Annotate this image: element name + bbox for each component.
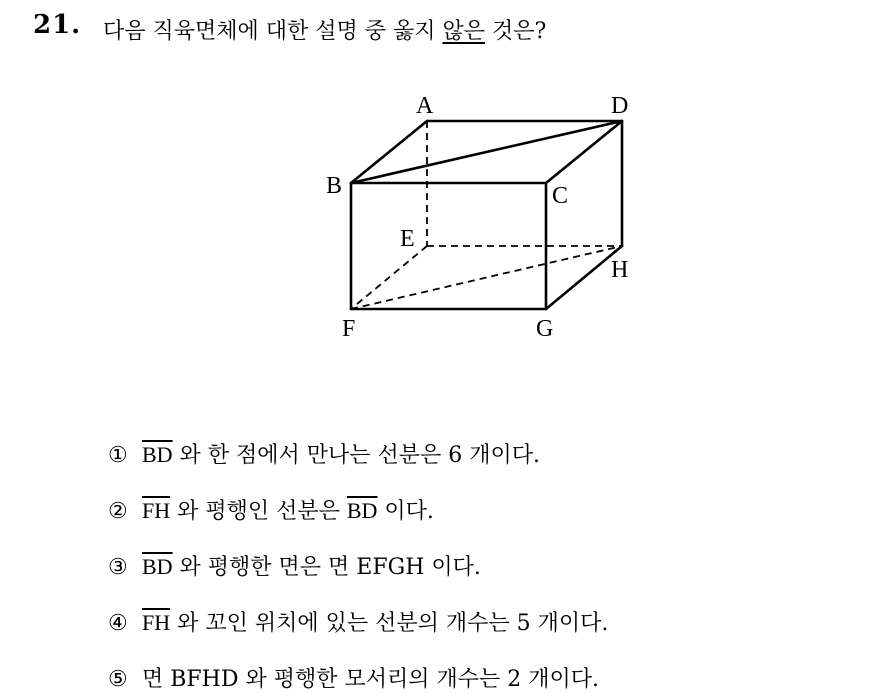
hidden-diagonal-FH [351,246,622,309]
vertex-label-G: G [536,316,554,342]
vertex-label-F: F [342,316,356,342]
choice-mark: ④ [108,611,128,636]
choice-3[interactable] [108,550,481,581]
segment-label: $\overline{FH}$ [142,498,171,523]
choice-text: 와 한 점에서 만나는 선분은 6 개이다. [172,443,541,468]
segment-label: $\overline{FH}$ [142,610,171,635]
choice-text: 면 BFHD 와 평행한 모서리의 개수는 2 개이다. [142,667,599,692]
choice-mark: ② [108,499,128,524]
vertex-label-E: E [400,226,415,252]
segment-label: $\overline{BD}$ [142,442,173,467]
question-text-after: 것은? [485,19,547,44]
choice-mark: ① [108,443,128,468]
choice-5[interactable] [108,662,599,693]
question-number: 21. [33,10,82,40]
choice-2[interactable] [108,494,434,525]
choice-text: 와 평행한 면은 면 EFGH 이다. [172,555,481,580]
vertex-label-H: H [611,257,629,283]
vertex-label-B: B [326,173,343,199]
diagonal-BD [351,121,622,183]
choice-1[interactable] [108,438,540,469]
choice-text: 와 꼬인 위치에 있는 선분의 개수는 5 개이다. [170,611,609,636]
vertex-label-A: A [416,93,434,119]
choice-text-2: 이다. [377,499,434,524]
segment-label: $\overline{BD}$ [142,554,173,579]
question-text-underlined: 않은 [442,19,486,44]
vertex-label-D: D [611,93,629,119]
choice-mark: ⑤ [108,667,128,692]
question-text-before: 다음 직육면체에 대한 설명 중 옳지 [103,19,443,44]
choice-mark: ③ [108,555,128,580]
vertex-label-C: C [552,183,569,209]
choice-text: 와 평행인 선분은 [170,499,347,524]
choice-4[interactable] [108,606,608,637]
segment-label-2: $\overline{BD}$ [346,498,378,523]
